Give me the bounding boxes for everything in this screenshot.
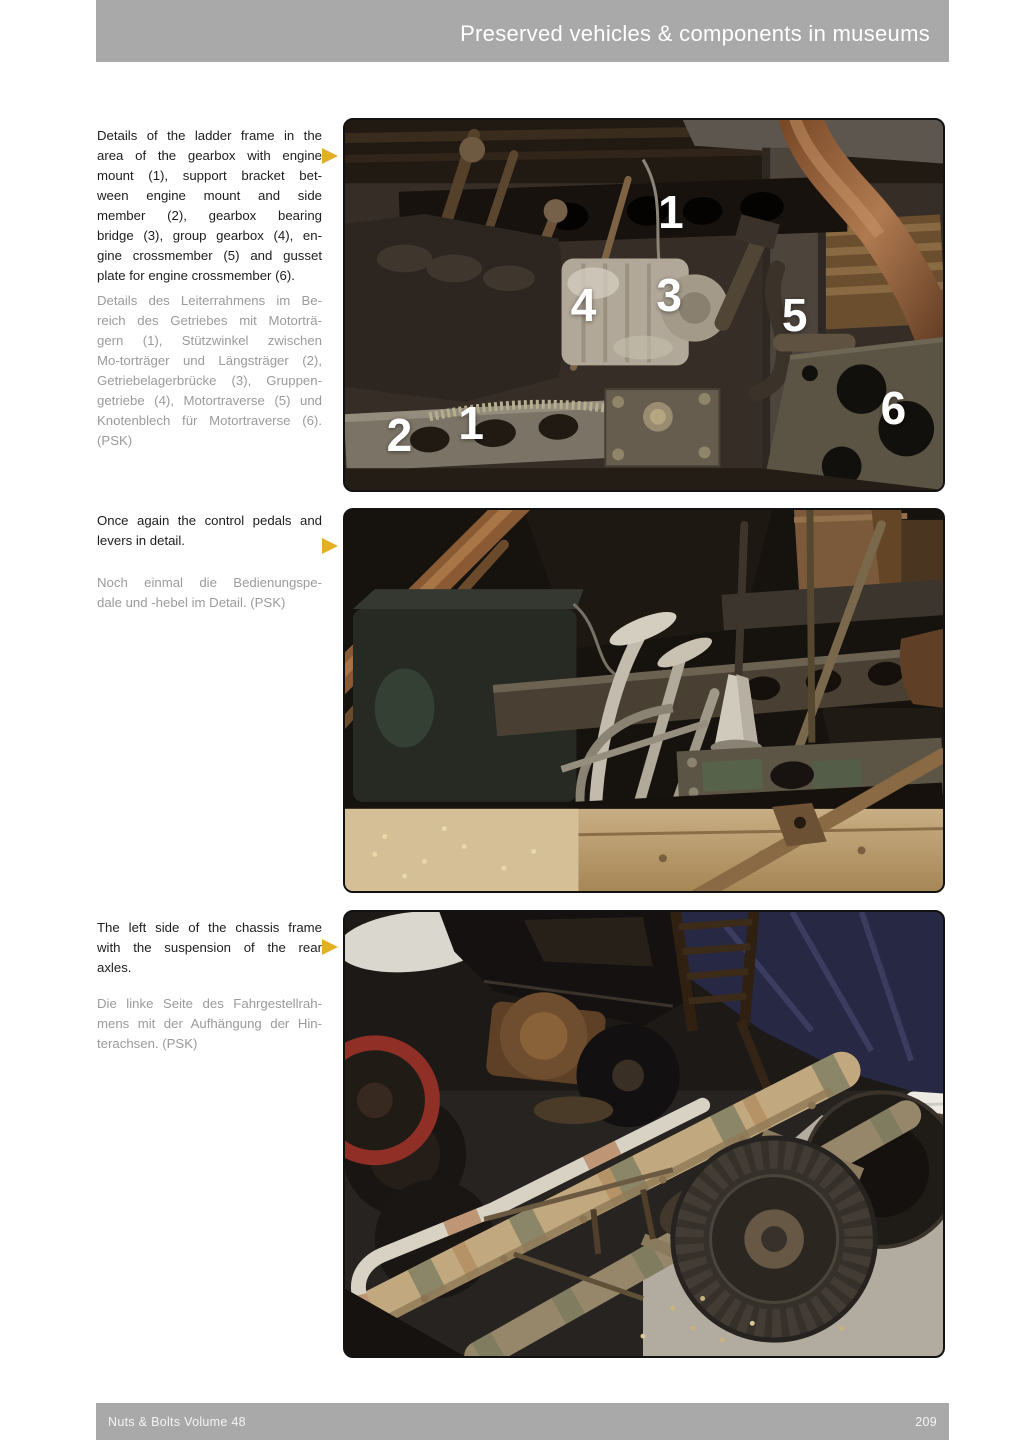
caption-line: gine crossmember (5) and gusset bbox=[97, 248, 322, 263]
footer-bar bbox=[96, 1403, 949, 1440]
photo-annotation-number-4: 4 bbox=[570, 279, 597, 331]
caption-line: Getriebelagerbrücke (3), Gruppen- bbox=[97, 373, 322, 388]
caption-line: plate for engine crossmember (6). bbox=[97, 268, 295, 283]
photo-pointer-arrow-2 bbox=[322, 538, 338, 554]
caption-2-german bbox=[97, 573, 322, 613]
caption-3-english bbox=[97, 918, 322, 978]
caption-line: Details des Leiterrahmens im Be- bbox=[97, 293, 322, 308]
caption-line: The left side of the chassis frame bbox=[97, 920, 322, 935]
caption-line: Details of the ladder frame in the bbox=[97, 128, 322, 143]
caption-line: dale und -hebel im Detail. (PSK) bbox=[97, 595, 286, 610]
caption-line: ween engine mount and side bbox=[97, 188, 322, 203]
caption-line: mount (1), support bracket bet- bbox=[97, 168, 322, 183]
photo-annotation-number-1: 1 bbox=[658, 186, 684, 239]
caption-1-english bbox=[97, 126, 322, 286]
photo-annotation-number-1: 1 bbox=[458, 396, 484, 449]
caption-2-english bbox=[97, 511, 322, 551]
caption-line: axles. bbox=[97, 960, 132, 975]
caption-1-german bbox=[97, 291, 322, 451]
footer-page-number: 209 bbox=[915, 1414, 937, 1429]
caption-line: Die linke Seite des Fahrgestellrah- bbox=[97, 996, 322, 1011]
caption-line: bridge (3), group gearbox (4), en- bbox=[97, 228, 322, 243]
photo-control-pedals-levers bbox=[343, 508, 945, 893]
caption-line: terachsen. (PSK) bbox=[97, 1036, 198, 1051]
caption-block-2 bbox=[97, 511, 322, 613]
photo-annotation-number-3: 3 bbox=[656, 269, 682, 321]
photo-pointer-arrow-3 bbox=[322, 939, 338, 955]
caption-line: area of the gearbox with engine bbox=[97, 148, 322, 163]
caption-line: Once again the control pedals and bbox=[97, 513, 322, 528]
caption-line: Mo-torträger und Längsträger (2), bbox=[97, 353, 322, 368]
photo-annotation-number-2: 2 bbox=[386, 408, 413, 461]
header-bar bbox=[96, 0, 949, 62]
caption-line: mens mit der Aufhängung der Hin- bbox=[97, 1016, 322, 1031]
footer-volume-label: Nuts & Bolts Volume 48 bbox=[108, 1414, 246, 1429]
page-header-title: Preserved vehicles & components in museums bbox=[460, 21, 930, 46]
photo-annotation-number-6: 6 bbox=[880, 381, 907, 434]
caption-line: getriebe (4), Motortraverse (5) und bbox=[97, 393, 322, 408]
photo-annotation-number-5: 5 bbox=[781, 288, 808, 341]
photo-2-number-overlays bbox=[345, 510, 943, 891]
caption-line: Knotenblech für Motortraverse (6). bbox=[97, 413, 322, 428]
caption-3-german bbox=[97, 994, 322, 1054]
caption-block-3 bbox=[97, 918, 322, 1054]
caption-line: with the suspension of the rear bbox=[97, 940, 322, 955]
photo-pointer-arrow-1 bbox=[322, 148, 338, 164]
caption-line: (PSK) bbox=[97, 433, 133, 448]
photo-ladder-frame-gearbox bbox=[343, 118, 945, 492]
photo-1-number-overlays bbox=[345, 120, 943, 490]
caption-line: levers in detail. bbox=[97, 533, 185, 548]
caption-line: member (2), gearbox bearing bbox=[97, 208, 322, 223]
photo-chassis-rear-axles bbox=[343, 910, 945, 1358]
caption-line: Noch einmal die Bedienungspe- bbox=[97, 575, 322, 590]
caption-line: reich des Getriebes mit Motorträ- bbox=[97, 313, 322, 328]
photo-3-number-overlays bbox=[345, 912, 943, 1356]
caption-block-1 bbox=[97, 126, 322, 451]
caption-line: gern (1), Stützwinkel zwischen bbox=[97, 333, 322, 348]
